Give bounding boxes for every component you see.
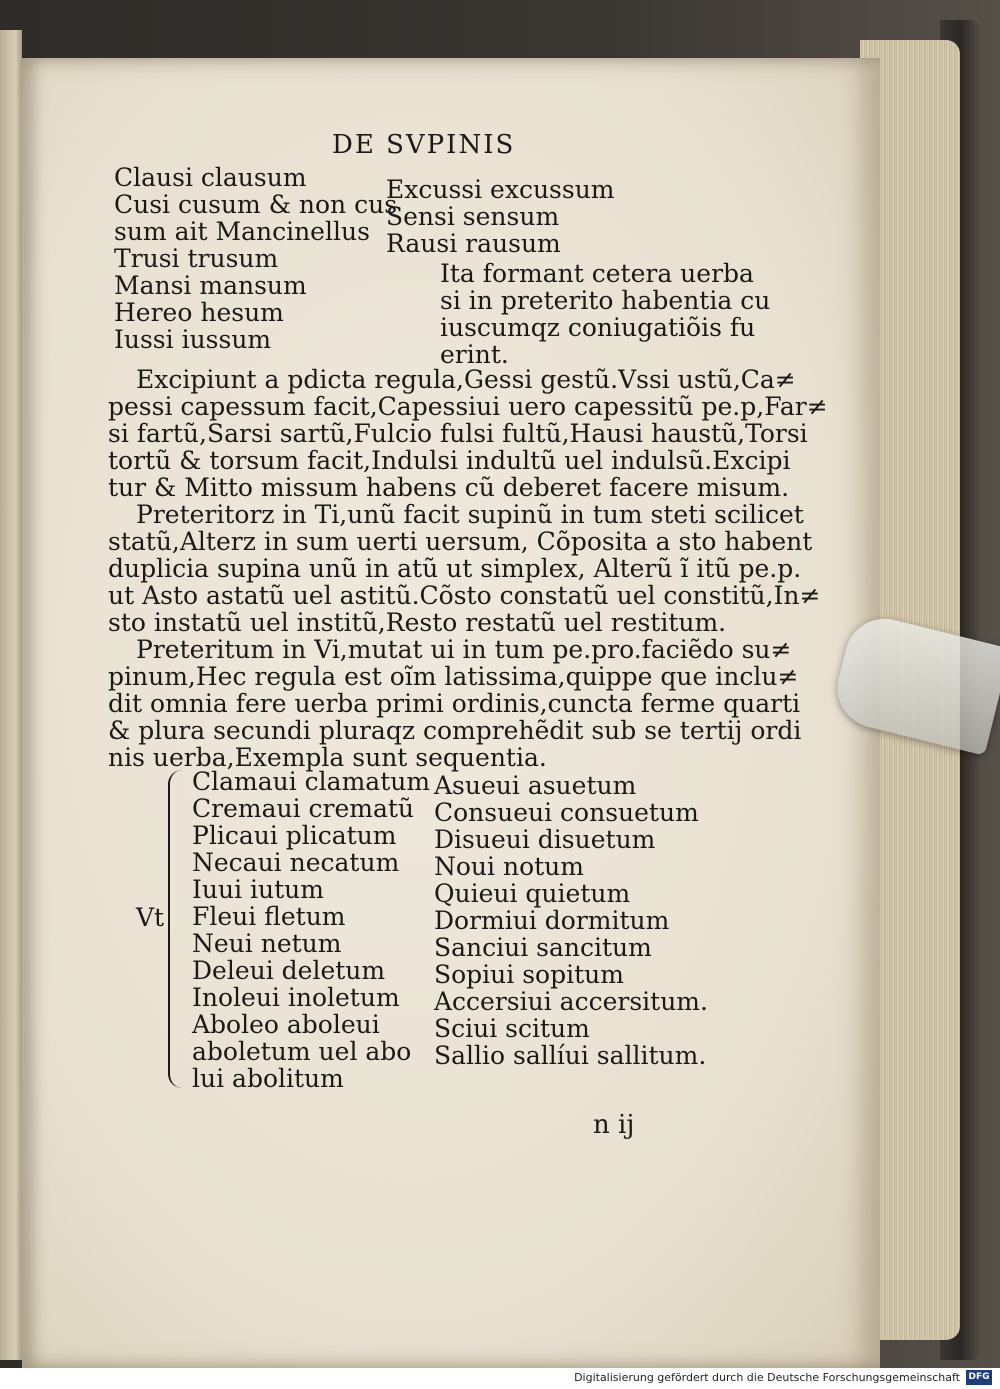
list-item: Sallio sallíui sallitum. [434, 1041, 707, 1070]
text-line: si fartũ,Sarsi sartũ,Fulcio fulsi fultũ,Hausi haustũ,Torsi [108, 419, 808, 448]
text-line: Trusi trusum [114, 244, 279, 273]
page-header: DE SVPINIS [332, 130, 516, 160]
list-item: Quieui quietum [434, 879, 631, 908]
list-item: Clamaui clamatum [192, 767, 431, 796]
list-item: Necaui necatum [192, 848, 400, 877]
text-line: ut Asto astatũ uel astitũ.Cõsto constatũ uel constitũ,In≠ [108, 581, 821, 610]
text-line: pessi capessum facit,Capessiui uero capessitũ pe.p,Far≠ [108, 392, 828, 421]
left-column [114, 164, 397, 353]
list-brace [168, 770, 184, 1088]
list-item: Sciui scitum [434, 1014, 590, 1043]
text-line: Preteritum in Vi,mutat ui in tum pe.pro.faciẽdo su≠ [136, 635, 792, 664]
text-line: sto instatũ uel institũ,Resto restatũ uel restitum. [108, 608, 727, 637]
text-line: Sensi sensum [386, 202, 560, 231]
text-line: erint. [440, 340, 509, 369]
text-line: duplicia supina unũ in atũ ut simplex, Alterũ ĩ itũ pe.p. [108, 554, 802, 583]
text-line: iuscumqz coniugatiõis fu [440, 313, 756, 342]
signature-mark: n ij [593, 1110, 635, 1140]
text-line: dit omnia fere uerba primi ordinis,cuncta ferme quarti [108, 689, 801, 718]
text-line: tur & Mitto missum habens cũ deberet facere misum. [108, 473, 790, 502]
footer-bar [0, 1368, 1000, 1389]
list-item: Disueui disuetum [434, 825, 656, 854]
text-line: si in preterito habentia cu [440, 286, 771, 315]
text-line: Iussi iussum [114, 325, 272, 354]
list-item: Neui netum [192, 929, 342, 958]
list-item: Aboleo aboleui [192, 1010, 380, 1039]
list-right [434, 772, 708, 1069]
text-line: tortũ & torsum facit,Indulsi indultũ uel indulsũ.Excipi [108, 446, 791, 475]
list-item: lui abolitum [192, 1064, 344, 1093]
text-line: & plura secundi pluraqz comprehẽdit sub se tertij ordi [108, 716, 802, 745]
list-item: Sopiui sopitum [434, 960, 624, 989]
text-line: Excussi excussum [386, 175, 615, 204]
list-item: Asueui asuetum [434, 771, 637, 800]
list-item: Fleui fletum [192, 902, 346, 931]
text-line: Excipiunt a pdicta regula,Gessi gestũ.Vssi ustũ,Ca≠ [136, 365, 796, 394]
list-item: Consueui consuetum [434, 798, 699, 827]
list-item: aboletum uel abo [192, 1037, 412, 1066]
list-item: Cremaui crematũ [192, 794, 415, 823]
text-line: Rausi rausum [386, 229, 561, 258]
main-text [108, 366, 828, 771]
list-item: Noui notum [434, 852, 584, 881]
ut-label: Vt [136, 903, 165, 932]
right-column-paragraph [440, 260, 770, 368]
text-line: nis uerba,Exempla sunt sequentia. [108, 743, 547, 772]
text-line: Clausi clausum [114, 163, 307, 192]
list-item: Sanciui sancitum [434, 933, 652, 962]
dfg-logo-icon: DFG [966, 1370, 992, 1385]
list-item: Inoleui inoletum [192, 983, 400, 1012]
text-line: Ita formant cetera uerba [440, 259, 754, 288]
text-line: Mansi mansum [114, 271, 307, 300]
text-line: sum ait Mancinellus [114, 217, 370, 246]
list-item: Accersiui accersitum. [434, 987, 708, 1016]
list-left [192, 768, 430, 1092]
footer-credit: Digitalisierung gefördert durch die Deutsche Forschungsgemeinschaft [574, 1371, 960, 1384]
left-page-edge [0, 30, 22, 1360]
right-column-top [386, 176, 615, 257]
text-line: pinum,Hec regula est oĩm latissima,quippe que inclu≠ [108, 662, 799, 691]
list-item: Plicaui plicatum [192, 821, 397, 850]
list-item: Dormiui dormitum [434, 906, 670, 935]
text-line: Hereo hesum [114, 298, 284, 327]
list-item: Iuui iutum [192, 875, 324, 904]
text-line: Cusi cusum & non cus [114, 190, 398, 219]
text-line: Preteritorz in Ti,unũ facit supinũ in tum steti scilicet [136, 500, 804, 529]
text-line: statũ,Alterz in sum uerti uersum, Cõposita a sto habent [108, 527, 813, 556]
list-item: Deleui deletum [192, 956, 386, 985]
